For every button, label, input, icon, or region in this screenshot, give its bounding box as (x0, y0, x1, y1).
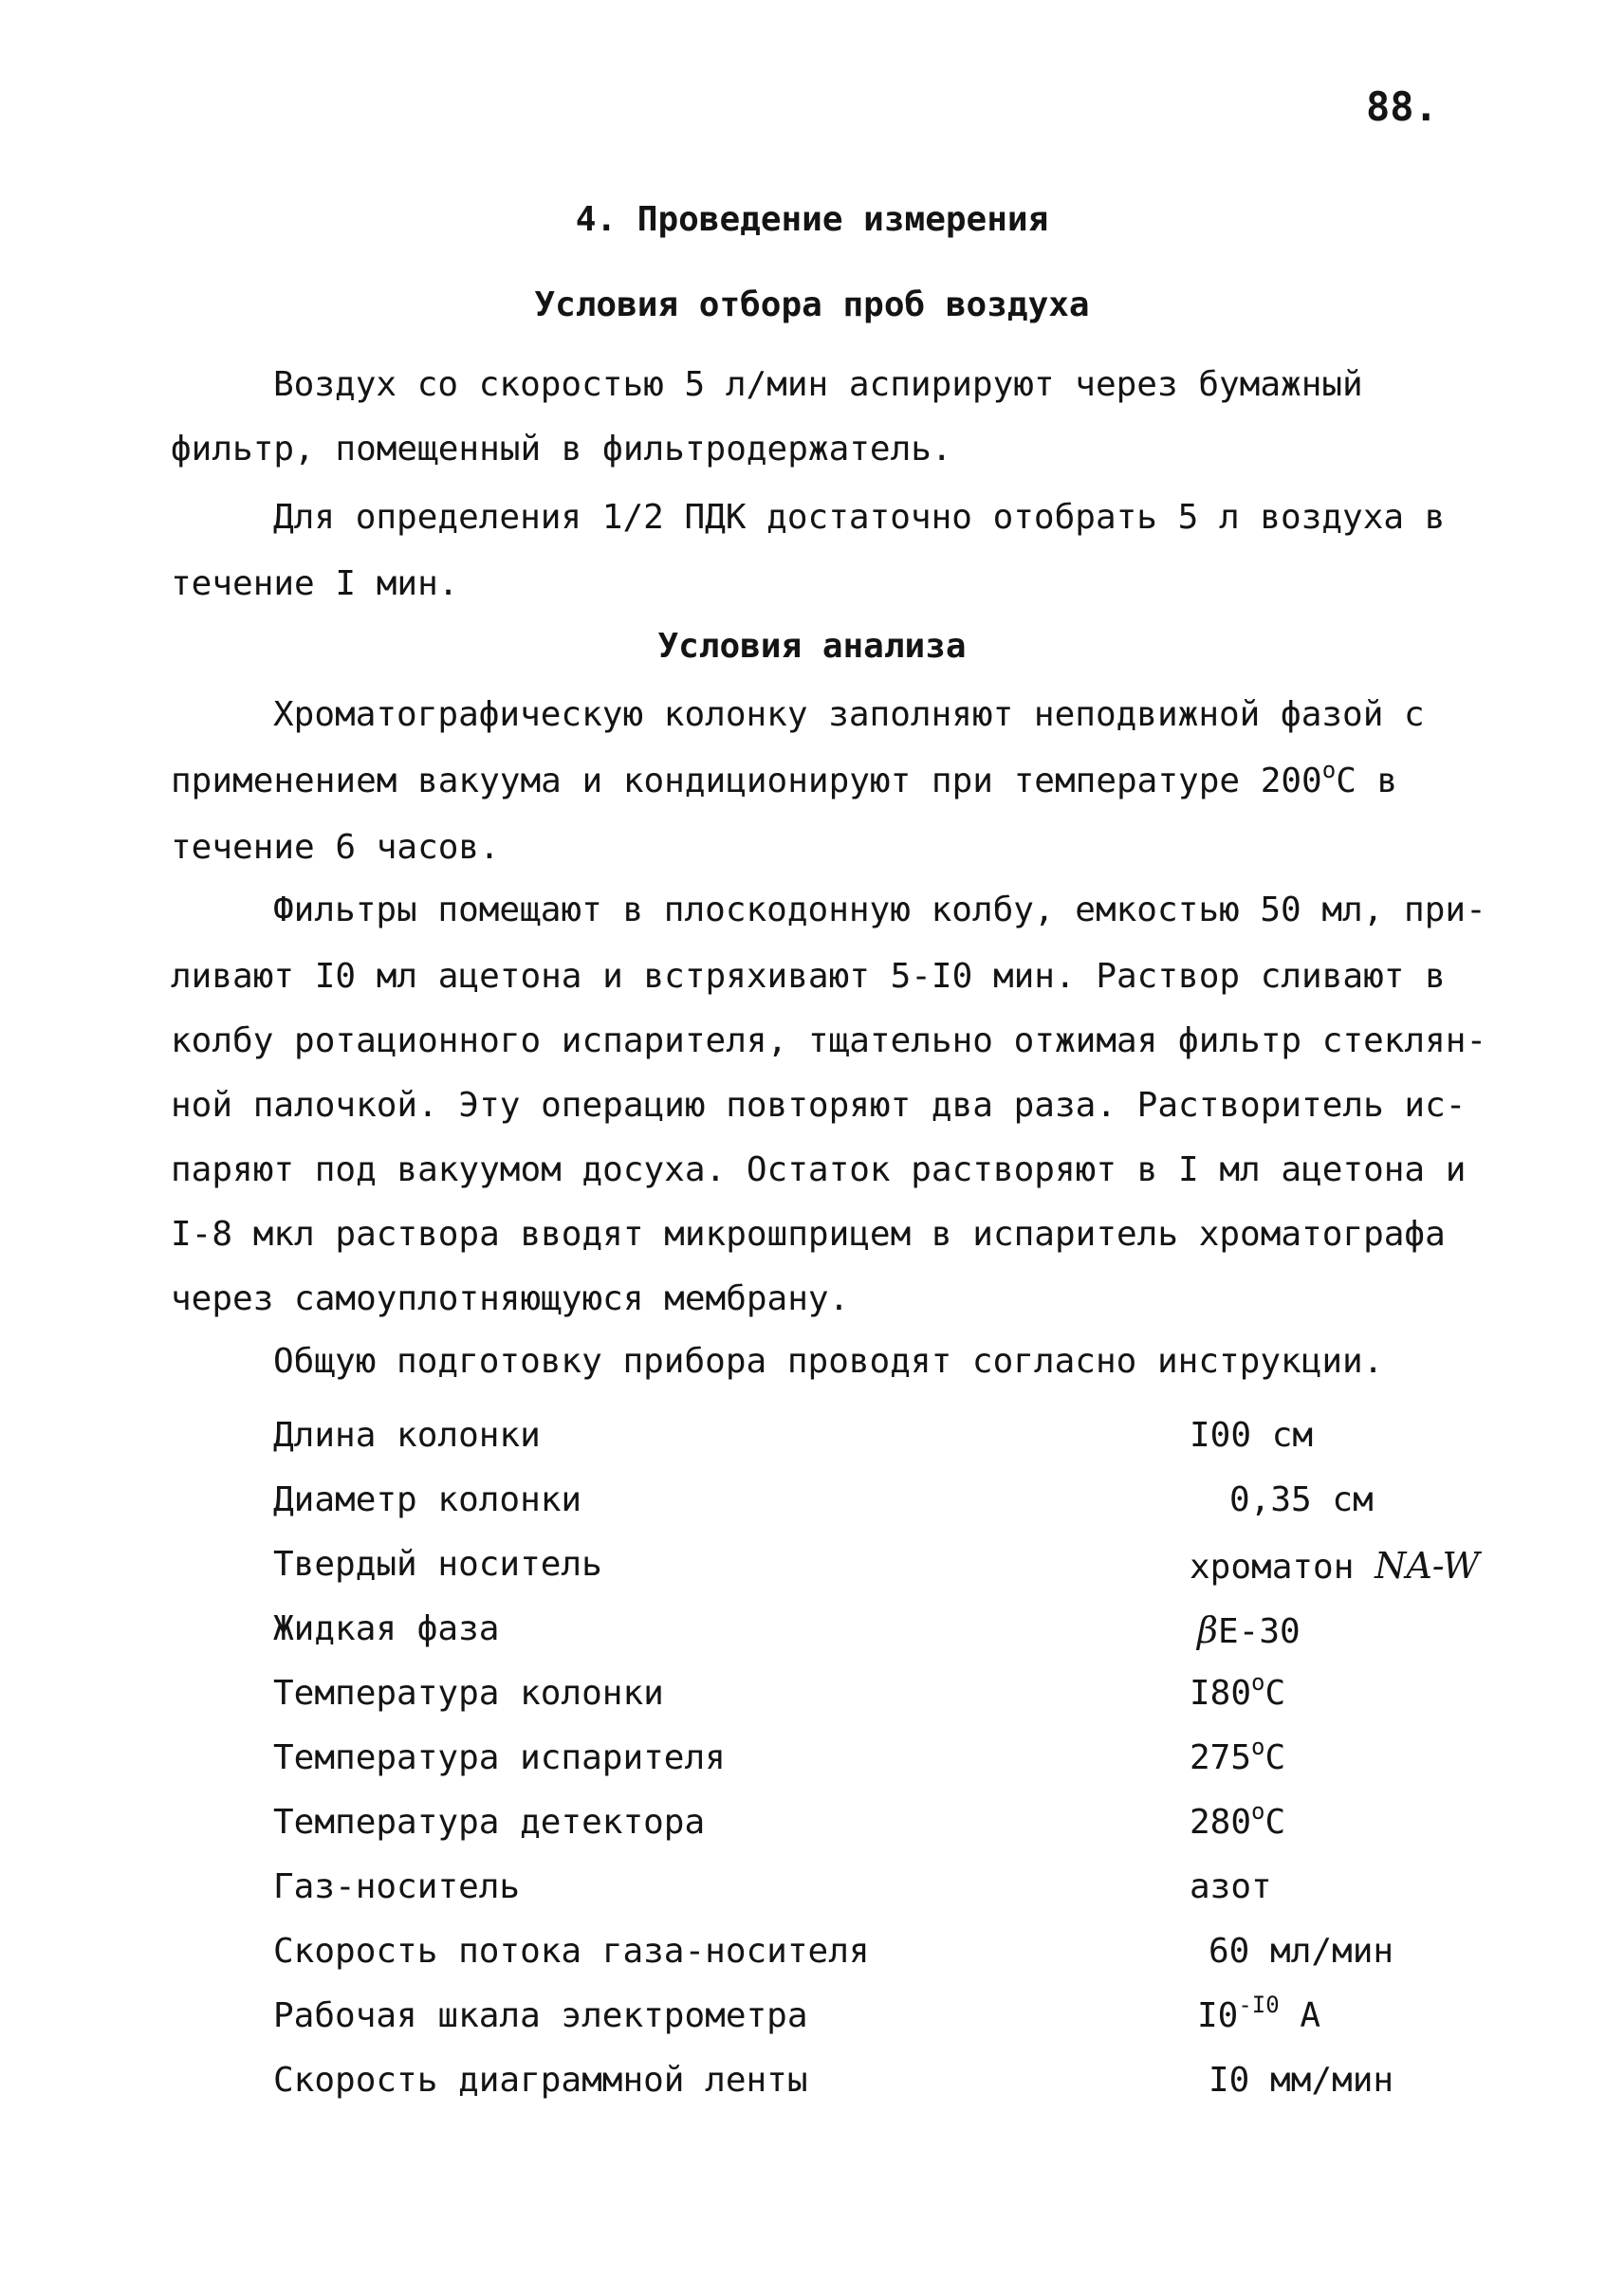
parameter-label: Диаметр колонки (273, 1480, 582, 1519)
value-unit: А (1279, 1996, 1321, 2035)
parameter-value (1190, 1798, 1286, 1842)
paragraph-line: колбу ротационного испарителя, тщательно отжимая фильтр стеклян- (171, 1021, 1487, 1060)
value-text: I80 (1190, 1674, 1252, 1713)
subheading-sampling: Условия отбора проб воздуха (534, 285, 1090, 324)
parameter-label: Скорость потока газа-носителя (273, 1932, 870, 1971)
degree-superscript: о (1251, 1798, 1265, 1825)
paragraph-line: течение I мин. (171, 564, 459, 603)
paragraph-line: ной палочкой. Эту операцию повторяют два раза. Растворитель ис- (171, 1086, 1467, 1125)
parameter-value: I00 см (1190, 1416, 1314, 1455)
parameter-value (1197, 1609, 1301, 1651)
paragraph-line: через самоуплотняющуюся мембрану. (171, 1279, 850, 1318)
subheading-analysis: Условия анализа (657, 627, 967, 666)
handwritten-annotation: NA-W (1375, 1545, 1480, 1587)
text-run: применением вакуума и кондиционируют при температуре 200 (171, 762, 1322, 800)
parameter-value (1197, 1992, 1321, 2035)
paragraph-line: фильтр, помещенный в фильтродержатель. (171, 430, 952, 468)
parameter-label: Твердый носитель (273, 1545, 602, 1584)
paragraph-line: Общую подготовку прибора проводят согласно инструкции. (273, 1342, 1384, 1381)
degree-superscript: о (1251, 1669, 1265, 1696)
parameter-label: Скорость диаграммной ленты (273, 2061, 808, 2100)
paragraph-line: Фильтры помещают в плоскодонную колбу, емкостью 50 мл, при- (273, 891, 1486, 929)
parameter-value: 60 мл/мин (1209, 1932, 1394, 1971)
paragraph-line: течение 6 часов. (171, 828, 500, 867)
exponent-superscript: -I0 (1238, 1992, 1280, 2018)
text-run: С в (1336, 762, 1398, 800)
parameter-value: азот (1190, 1867, 1272, 1906)
paragraph-line: Воздух со скоростью 5 л/мин аспирируют через бумажный (273, 365, 1363, 404)
paragraph-line: Хроматографическую колонку заполняют неподвижной фазой с (273, 695, 1425, 734)
value-unit: С (1264, 1674, 1286, 1713)
parameter-value (1190, 1734, 1286, 1777)
degree-superscript: о (1321, 757, 1337, 783)
value-text: 275 (1190, 1738, 1252, 1777)
parameter-value: I0 мм/мин (1209, 2061, 1394, 2100)
value-text: хроматон (1190, 1548, 1355, 1587)
value-unit: С (1264, 1803, 1286, 1842)
parameter-value (1190, 1545, 1480, 1587)
parameter-label: Температура детектора (273, 1803, 706, 1842)
paragraph-line: ливают I0 мл ацетона и встряхивают 5-I0 мин. Раствор сливают в (171, 957, 1446, 996)
page-number: 88. (1366, 83, 1438, 130)
handwritten-annotation: β (1197, 1609, 1218, 1651)
section-title: 4. Проведение измерения (575, 200, 1049, 239)
paragraph-line (171, 757, 1398, 800)
parameter-label: Жидкая фаза (273, 1609, 500, 1648)
value-unit: С (1264, 1738, 1286, 1777)
value-text: I0 (1197, 1996, 1239, 2035)
parameter-label: Температура испарителя (273, 1738, 726, 1777)
parameter-label: Температура колонки (273, 1674, 664, 1713)
parameter-value: 0,35 см (1229, 1480, 1374, 1519)
paragraph-line: паряют под вакуумом досуха. Остаток растворяют в I мл ацетона и (171, 1150, 1467, 1189)
paragraph-line: Для определения 1/2 ПДК достаточно отобрать 5 л воздуха в (273, 498, 1446, 537)
value-text: E-30 (1217, 1612, 1301, 1651)
degree-superscript: о (1251, 1734, 1265, 1760)
value-text: 280 (1190, 1803, 1252, 1842)
parameter-label: Рабочая шкала электрометра (273, 1996, 808, 2035)
parameter-label: Газ-носитель (273, 1867, 521, 1906)
parameter-value (1190, 1669, 1286, 1713)
paragraph-line: I-8 мкл раствора вводят микрошприцем в испаритель хроматографа (171, 1215, 1446, 1254)
parameter-label: Длина колонки (273, 1416, 541, 1455)
